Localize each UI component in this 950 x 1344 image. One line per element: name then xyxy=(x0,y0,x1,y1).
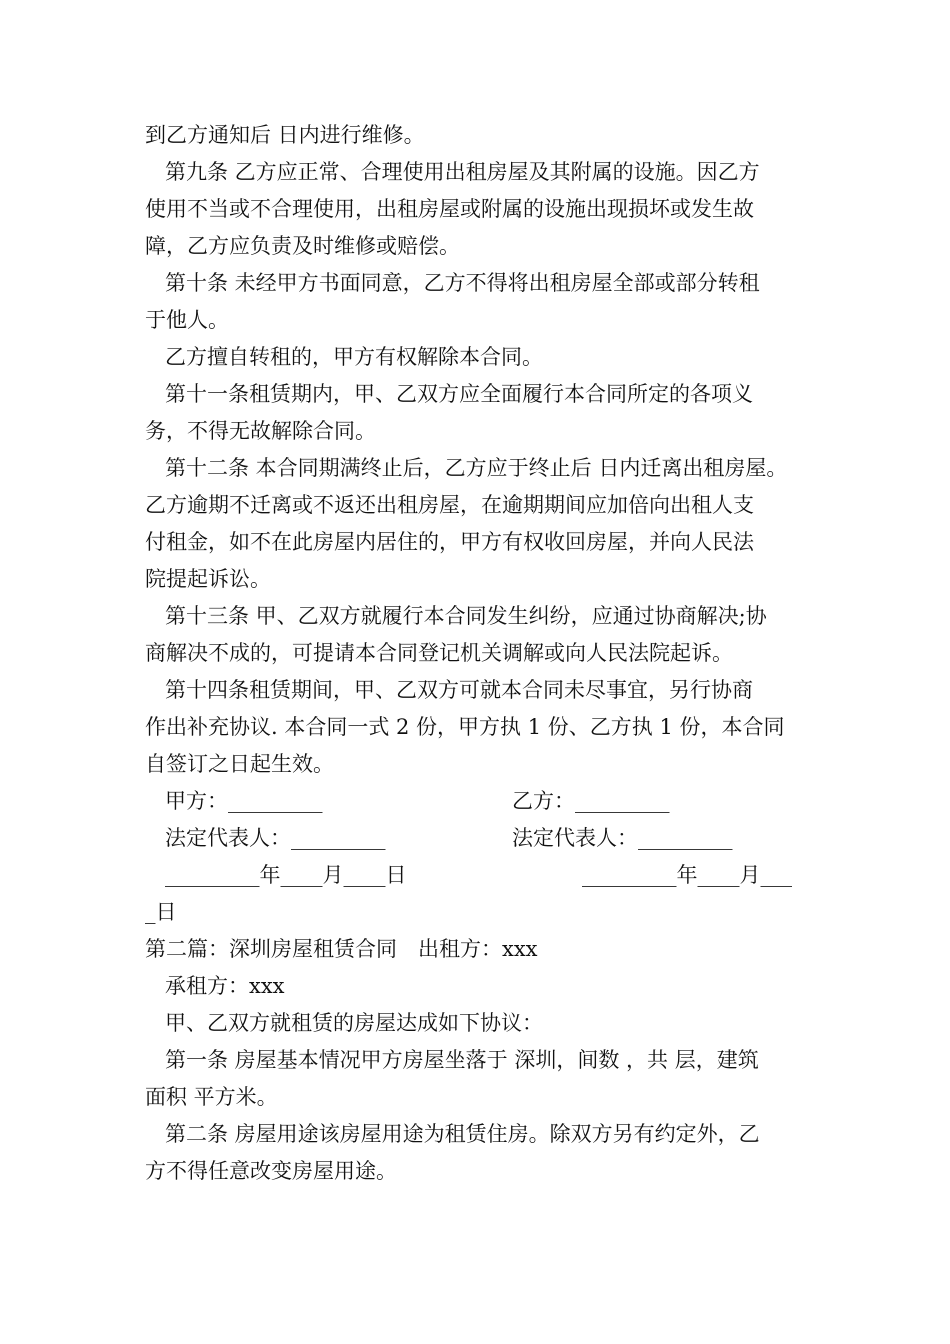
article-13-line-1: 第十三条 甲、乙双方就履行本合同发生纠纷，应通过协商解决;协 xyxy=(165,604,767,628)
article-14-line-3: 自签订之日起生效。 xyxy=(145,752,334,776)
article-9-line-3: 障，乙方应负责及时维修或赔偿。 xyxy=(145,234,460,258)
article-11-line-2: 务，不得无故解除合同。 xyxy=(145,419,376,443)
party-b-representative-field: 法定代表人：_________ xyxy=(512,826,733,850)
article-1-line-2: 面积 平方米。 xyxy=(145,1085,278,1109)
article-14-line-1: 第十四条租赁期间，甲、乙双方可就本合同未尽事宜，另行协商 xyxy=(165,678,753,702)
article-9-line-1: 第九条 乙方应正常、合理使用出租房屋及其附属的设施。因乙方 xyxy=(165,160,760,184)
article-11-line-1: 第十一条租赁期内，甲、乙双方应全面履行本合同所定的各项义 xyxy=(165,382,753,406)
party-b-field: 乙方：_________ xyxy=(512,789,670,813)
article-2-line-2: 方不得任意改变房屋用途。 xyxy=(145,1159,397,1183)
article-10-line-1: 第十条 未经甲方书面同意，乙方不得将出租房屋全部或部分转租 xyxy=(165,271,760,295)
article-12-line-2: 乙方逾期不迁离或不返还出租房屋，在逾期期间应加倍向出租人支 xyxy=(145,493,754,517)
text-line: 到乙方通知后 日内进行维修。 xyxy=(145,123,425,147)
lessee-line: 承租方：xxx xyxy=(165,974,285,998)
section-two-heading: 第二篇：深圳房屋租赁合同 出租方：xxx xyxy=(145,937,538,961)
article-12-line-1: 第十二条 本合同期满终止后，乙方应于终止后 日内迁离出租房屋。 xyxy=(165,456,788,480)
article-12-line-3: 付租金，如不在此房屋内居住的，甲方有权收回房屋，并向人民法 xyxy=(145,530,754,554)
party-a-representative-field: 法定代表人：_________ xyxy=(165,826,386,850)
agreement-intro: 甲、乙双方就租赁的房屋达成如下协议： xyxy=(165,1011,543,1035)
article-12-line-4: 院提起诉讼。 xyxy=(145,567,271,591)
article-2-line-1: 第二条 房屋用途该房屋用途为租赁住房。除双方另有约定外，乙 xyxy=(165,1122,760,1146)
sublease-clause: 乙方擅自转租的，甲方有权解除本合同。 xyxy=(165,345,543,369)
article-1-line-1: 第一条 房屋基本情况甲方房屋坐落于 深圳，间数 ，共 层，建筑 xyxy=(165,1048,759,1072)
party-a-field: 甲方：_________ xyxy=(165,789,323,813)
party-a-date-field: _________年____月____日 xyxy=(165,863,407,887)
party-b-date-field-cont: _日 xyxy=(145,900,177,924)
article-14-line-2: 作出补充协议. 本合同一式 2 份，甲方执 1 份、乙方执 1 份，本合同 xyxy=(145,715,785,739)
article-10-line-2: 于他人。 xyxy=(145,308,229,332)
article-9-line-2: 使用不当或不合理使用，出租房屋或附属的设施出现损坏或发生故 xyxy=(145,197,754,221)
party-b-date-field: _________年____月___ xyxy=(582,863,792,887)
article-13-line-2: 商解决不成的，可提请本合同登记机关调解或向人民法院起诉。 xyxy=(145,641,733,665)
